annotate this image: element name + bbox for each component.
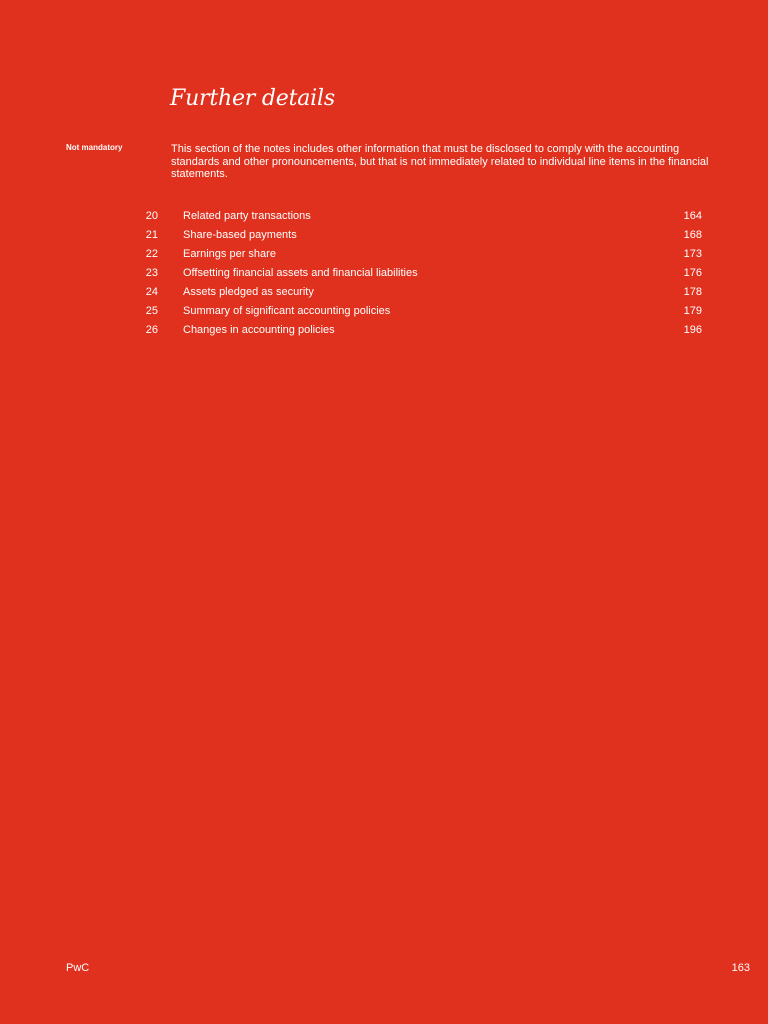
contents-item-21[interactable] xyxy=(130,228,702,247)
contents-item-page[interactable]: 176 xyxy=(683,267,702,279)
contents-item-page[interactable]: 164 xyxy=(683,210,702,222)
contents-item-label[interactable]: Summary of significant accounting policies xyxy=(183,305,391,317)
contents-item-page[interactable]: 179 xyxy=(683,305,702,317)
contents-item-label[interactable]: Assets pledged as security xyxy=(183,286,314,298)
contents-item-number: 20 xyxy=(145,210,158,222)
contents-item-label[interactable]: Earnings per share xyxy=(183,248,276,260)
contents-item-22[interactable] xyxy=(130,247,702,266)
contents-item-page[interactable]: 168 xyxy=(683,229,702,241)
contents-item-number: 26 xyxy=(145,324,158,336)
contents-item-label[interactable]: Share-based payments xyxy=(183,229,297,241)
contents-item-26[interactable] xyxy=(130,323,702,342)
footer-page-number: 163 xyxy=(731,962,750,974)
contents-item-number: 24 xyxy=(145,286,158,298)
contents-item-number: 23 xyxy=(145,267,158,279)
contents-item-page[interactable]: 178 xyxy=(683,286,702,298)
contents-item-label[interactable]: Changes in accounting policies xyxy=(183,324,335,336)
contents-item-label[interactable]: Related party transactions xyxy=(183,210,311,222)
contents-list xyxy=(130,209,702,342)
footer-brand: PwC xyxy=(66,962,90,974)
intro-paragraph: This section of the notes includes other information that must be disclosed to comply with the accounting standards and other pronouncements, but that is not immediately related to individual line items in the financial statements. xyxy=(171,143,709,180)
contents-item-number: 25 xyxy=(145,305,158,317)
contents-item-number: 22 xyxy=(145,248,158,260)
contents-item-page[interactable]: 196 xyxy=(683,324,702,336)
page-title: Further details xyxy=(170,86,335,111)
contents-item-number: 21 xyxy=(145,229,158,241)
contents-item-24[interactable] xyxy=(130,285,702,304)
contents-item-page[interactable]: 173 xyxy=(683,248,702,260)
contents-item-20[interactable] xyxy=(130,209,702,228)
not-mandatory-note: Not mandatory xyxy=(66,143,123,152)
contents-item-label[interactable]: Offsetting financial assets and financial liabilities xyxy=(183,267,418,279)
contents-item-25[interactable] xyxy=(130,304,702,323)
contents-item-23[interactable] xyxy=(130,266,702,285)
